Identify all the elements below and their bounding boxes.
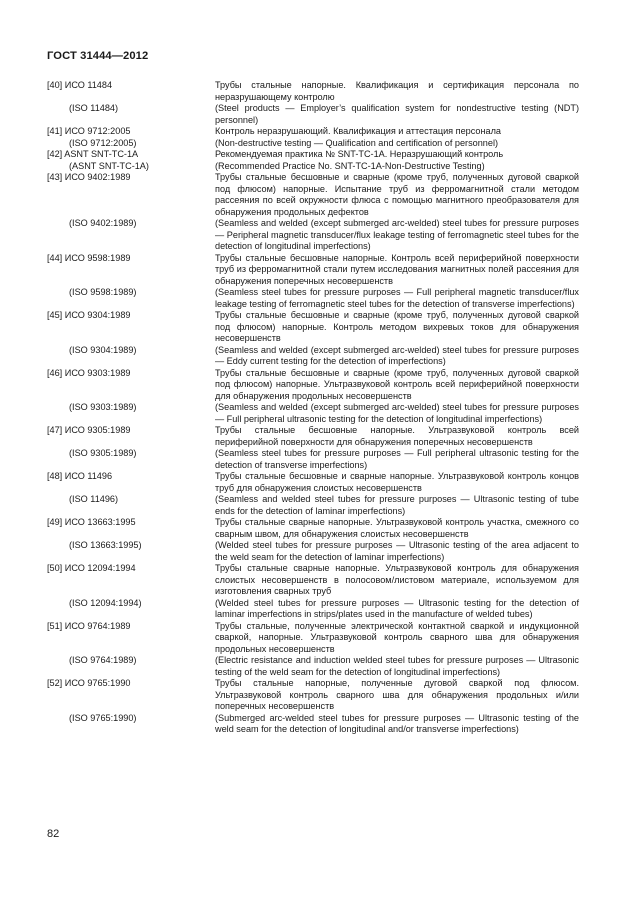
reference-entry [0, 161, 630, 173]
reference-entry [0, 563, 630, 598]
reference-standard: (ASNT SNT-TC-1A) [69, 160, 149, 171]
reference-title: Трубы стальные бесшовные напорные. Ультразвуковой контроль всей периферийной поверхности для обнаружения поперечных несовершенств [215, 425, 579, 447]
reference-standard: (ISO 9712:2005) [69, 137, 137, 148]
reference-standard: [44] ИСО 9598:1989 [47, 252, 131, 263]
reference-entry [0, 540, 630, 563]
reference-entry [0, 471, 630, 494]
reference-title: (Seamless steel tubes for pressure purposes — Full peripheral magnetic transducer/flux leakage testing of ferromagnetic steel tubes for the detection of transverse imperfections) [215, 287, 579, 309]
reference-entry [0, 287, 630, 310]
reference-standard: [40] ИСО 11484 [47, 80, 113, 90]
reference-standard: (ISO 13663:1995) [69, 540, 142, 550]
reference-title: Рекомендуемая практика № SNT-TC-1A. Неразрушающий контроль [215, 149, 504, 159]
reference-entry [0, 149, 630, 161]
reference-title: Трубы стальные бесшовные и сварные (кроме труб, полученных дуговой сваркой под флюсом) напорные. Ультразвуковой контроль всей периферийной поверхности для обнаружения продольных несовершенств [215, 367, 579, 401]
reference-standard: (ISO 9305:1989) [69, 448, 137, 458]
reference-title: (Submerged arc-welded steel tubes for pressure purposes — Ultrasonic testing of the weld seam for the detection of longitudinal and/or transverse imperfections) [215, 712, 579, 734]
reference-standard: (ISO 9764:1989) [69, 655, 137, 665]
reference-entry [0, 425, 630, 448]
reference-entry [0, 402, 630, 425]
reference-standard: [48] ИСО 11496 [47, 471, 113, 481]
reference-title: Трубы стальные напорные, полученные дуговой сваркой под флюсом. Ультразвуковой контроль сварного шва для обнаружения продольных и/или поперечных несовершенств [215, 678, 579, 711]
reference-title: (Non-destructive testing — Qualification and certification of personnel) [215, 137, 499, 148]
reference-standard: [52] ИСО 9765:1990 [47, 678, 131, 688]
reference-title: (Seamless and welded steel tubes for pressure purposes — Ultrasonic testing of tube ends for the detection of laminar imperfections) [215, 494, 579, 516]
reference-standard: [43] ИСО 9402:1989 [47, 172, 131, 182]
reference-entry [0, 138, 630, 150]
reference-entry [0, 126, 630, 138]
reference-title: Трубы стальные напорные. Квалификация и сертификация персонала по неразрушающему контролю [215, 80, 579, 102]
reference-title: Трубы стальные сварные напорные. Ультразвуковой контроль участка, смежного со сварным швом, для обнаружения слоистых несовершенств [215, 517, 579, 539]
reference-standard: [49] ИСО 13663:1995 [47, 517, 136, 527]
reference-entry [0, 172, 630, 218]
reference-entry [0, 218, 630, 253]
reference-standard: (ISO 11496) [69, 494, 119, 504]
reference-title: (Seamless and welded (except submerged arc-welded) steel tubes for pressure purposes — Eddy current testing for the detection of imperfections) [215, 344, 579, 366]
reference-entry [0, 103, 630, 126]
reference-entry [0, 621, 630, 656]
reference-entry [0, 517, 630, 540]
reference-title: Трубы стальные, полученные электрической контактной сваркой и индукционной сваркой, напорные. Ультразвуковой контроль сварного шва для обнаружения продольных несовершенств [215, 620, 579, 654]
reference-standard: (ISO 9765:1990) [69, 712, 137, 723]
reference-title: (Recommended Practice No. SNT-TC-1A-Non-Destructive Testing) [215, 160, 485, 171]
document-header: ГОСТ 31444—2012 [47, 50, 149, 62]
reference-title: (Seamless and welded (except submerged arc-welded) steel tubes for pressure purposes — Peripheral magnetic transducer/flux leakage testing of ferromagnetic steel tubes for the detection of longitudinal imperfections) [215, 218, 579, 251]
reference-entry [0, 310, 630, 345]
reference-entry [0, 598, 630, 621]
reference-standard: [45] ИСО 9304:1989 [47, 310, 131, 320]
reference-standard: (ISO 9304:1989) [69, 344, 137, 355]
reference-standard: (ISO 12094:1994) [69, 597, 142, 608]
reference-standard: [46] ИСО 9303:1989 [47, 367, 131, 378]
reference-title: (Welded steel tubes for pressure purposes — Ultrasonic testing of the area adjacent to the weld seam for the detection of laminar imperfections) [215, 540, 579, 562]
reference-entry [0, 345, 630, 368]
reference-standard: [41] ИСО 9712:2005 [47, 126, 131, 136]
reference-entry [0, 448, 630, 471]
reference-title: Трубы стальные сварные напорные. Ультразвуковой контроль для обнаружения слоистых несовершенств в полосовом/листовом материале, используемом для изготовления сварных труб [215, 563, 579, 596]
reference-standard: [50] ИСО 12094:1994 [47, 563, 136, 573]
reference-entry [0, 368, 630, 403]
reference-title: (Welded steel tubes for pressure purposes — Ultrasonic testing for the detection of laminar imperfections in strips/plates used in the manufacture of welded tubes) [215, 597, 579, 619]
reference-title: (Seamless and welded (except submerged arc-welded) steel tubes for pressure purposes — Full peripheral ultrasonic testing for the detection of longitudinal imperfections) [215, 402, 579, 424]
reference-entry [0, 713, 630, 736]
reference-entry [0, 494, 630, 517]
reference-title: Трубы стальные бесшовные и сварные (кроме труб, полученных дуговой сваркой под флюсом) напорные. Контроль методом вихревых токов для обнаружения несовершенств [215, 310, 579, 343]
reference-standard: (ISO 11484) [69, 103, 119, 113]
reference-title: Трубы стальные бесшовные и сварные напорные. Ультразвуковой контроль концов труб для обнаружения слоистых несовершенств [215, 471, 579, 493]
reference-title: (Seamless steel tubes for pressure purposes — Full peripheral ultrasonic testing for the detection of transverse imperfections) [215, 448, 579, 470]
reference-standard: [42] ASNT SNT-TC-1A [47, 149, 139, 159]
reference-title: Трубы стальные бесшовные и сварные (кроме труб, полученных дуговой сваркой под флюсом) напорные. Испытание труб из ферромагнитной стали методом рассеяния по всей окружности флюса с помощью магнитного преобразователя для обнаружения продольных дефектов [215, 172, 579, 217]
reference-standard: (ISO 9598:1989) [69, 287, 137, 297]
reference-standard: (ISO 9402:1989) [69, 218, 137, 228]
reference-entry [0, 678, 630, 713]
reference-title: (Electric resistance and induction welded steel tubes for pressure purposes — Ultrasonic testing of the weld seam for the detection of longitudinal imperfections) [215, 655, 579, 677]
reference-title: (Steel products — Employer’s qualification system for nondestructive testing (NDT) personnel) [215, 103, 579, 125]
reference-entry [0, 655, 630, 678]
page-number: 82 [47, 828, 60, 840]
reference-standard: [51] ИСО 9764:1989 [47, 620, 131, 631]
reference-entry [0, 80, 630, 103]
reference-entry [0, 253, 630, 288]
reference-standard: (ISO 9303:1989) [69, 402, 137, 412]
reference-title: Трубы стальные бесшовные напорные. Контроль всей периферийной поверхности труб из ферромагнитной стали путем исследования магнитных полей рассеяния для обнаружения поперечных несовершенств [215, 252, 579, 286]
reference-list [0, 80, 630, 736]
reference-title: Контроль неразрушающий. Квалификация и аттестация персонала [215, 126, 501, 136]
reference-standard: [47] ИСО 9305:1989 [47, 425, 131, 435]
